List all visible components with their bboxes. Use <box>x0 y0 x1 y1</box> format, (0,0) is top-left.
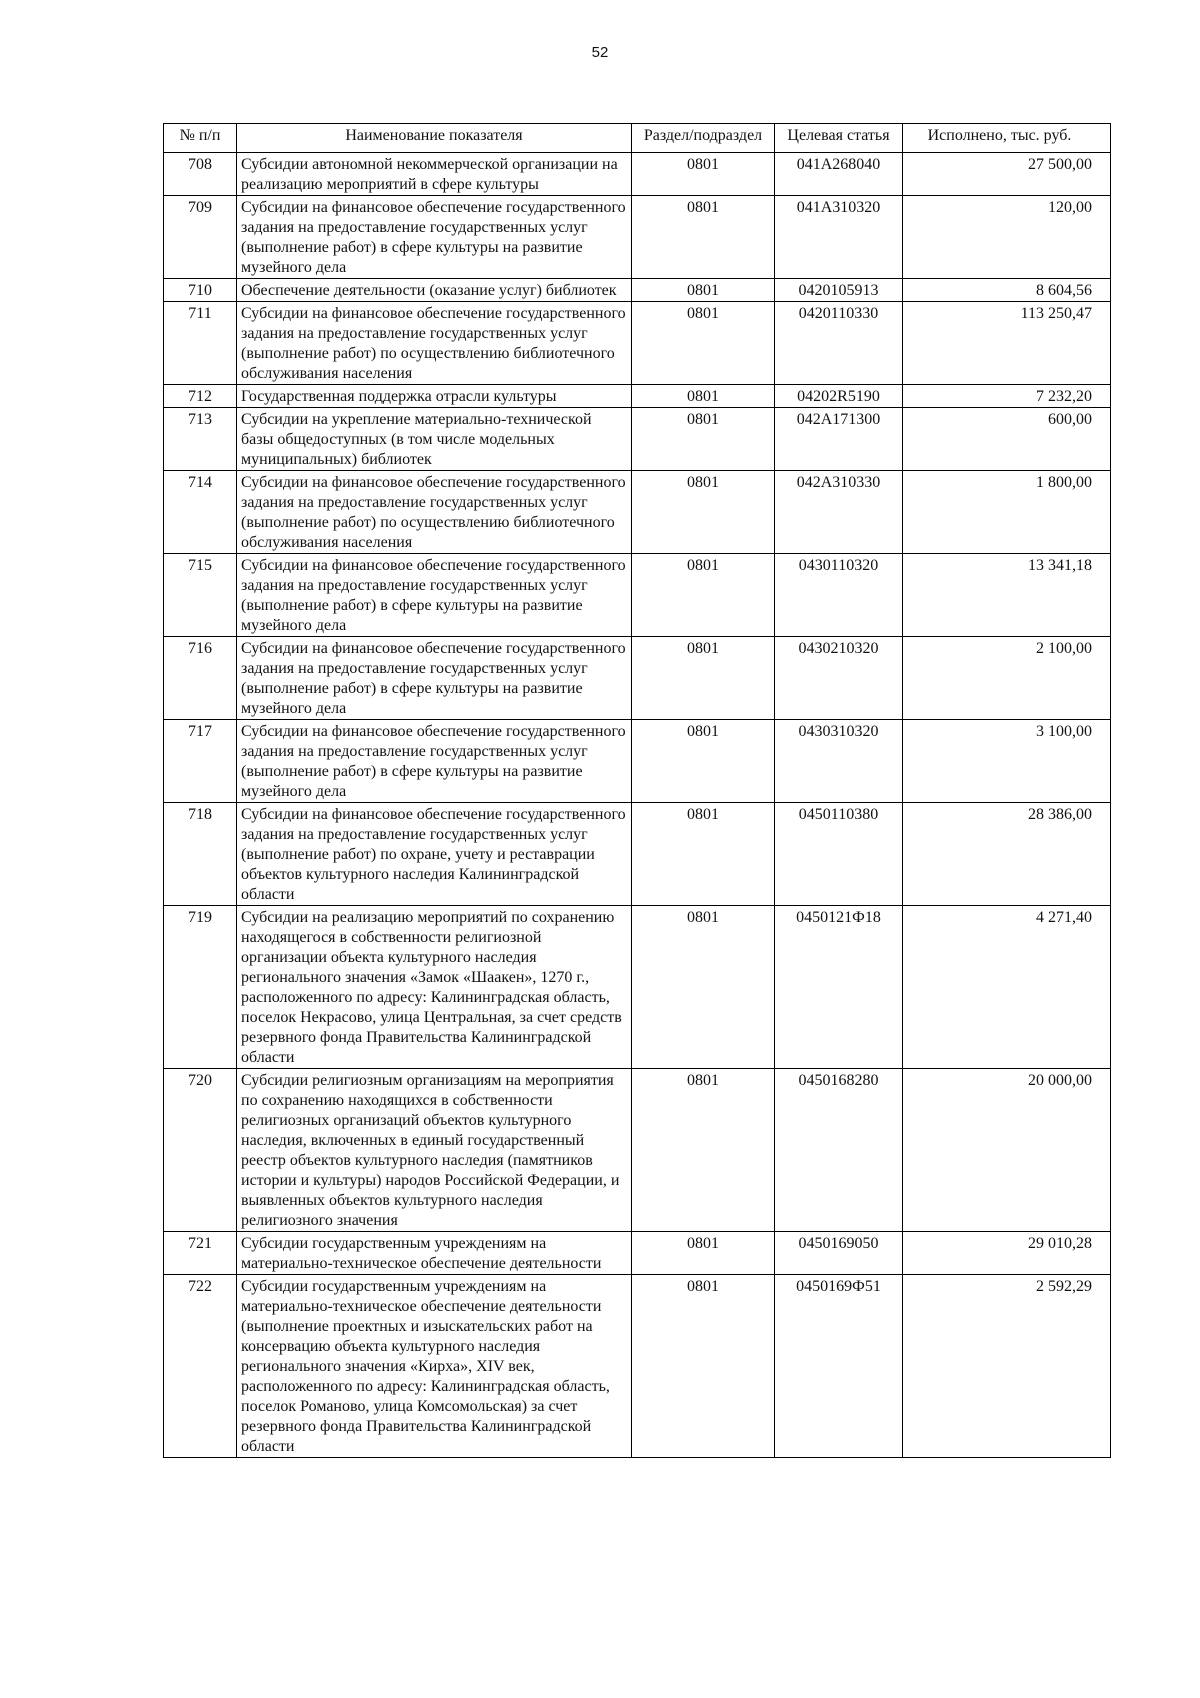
row-section: 0801 <box>632 302 775 385</box>
page-number: 52 <box>591 44 609 61</box>
row-amount: 1 800,00 <box>903 471 1111 554</box>
header-num: № п/п <box>164 124 237 153</box>
row-name: Субсидии государственным учреждениям на материально-техническое обеспечение деятельности (выполнение проектных и изыскательских работ на консервацию объекта культурного наследия регионального значения «Кирха», XIV век, расположенного по адресу: Калининградская область, поселок Романово, улица Комсомольская) за счет резервного фонда Правительства Калининградской области <box>237 1275 632 1458</box>
table-row <box>164 1069 1111 1232</box>
row-target-article: 04202R5190 <box>775 385 903 408</box>
row-num: 716 <box>164 637 237 720</box>
table-row <box>164 554 1111 637</box>
row-section: 0801 <box>632 385 775 408</box>
row-name: Субсидии на финансовое обеспечение государственного задания на предоставление государственных услуг (выполнение работ) в сфере культуры на развитие музейного дела <box>237 720 632 803</box>
row-name: Субсидии на укрепление материально-технической базы общедоступных (в том числе модельных муниципальных) библиотек <box>237 408 632 471</box>
row-name: Субсидии на финансовое обеспечение государственного задания на предоставление государственных услуг (выполнение работ) по осуществлению библиотечного обслуживания населения <box>237 302 632 385</box>
row-section: 0801 <box>632 1275 775 1458</box>
table-row <box>164 720 1111 803</box>
row-num: 722 <box>164 1275 237 1458</box>
row-target-article: 0450169Ф51 <box>775 1275 903 1458</box>
row-target-article: 0420105913 <box>775 279 903 302</box>
table-row <box>164 385 1111 408</box>
row-amount: 28 386,00 <box>903 803 1111 906</box>
row-section: 0801 <box>632 637 775 720</box>
row-num: 708 <box>164 153 237 196</box>
row-section: 0801 <box>632 554 775 637</box>
row-target-article: 042A310330 <box>775 471 903 554</box>
row-name: Субсидии на финансовое обеспечение государственного задания на предоставление государственных услуг (выполнение работ) по охране, учету и реставрации объектов культурного наследия Калининградской области <box>237 803 632 906</box>
row-target-article: 0430110320 <box>775 554 903 637</box>
header-section: Раздел/подраздел <box>632 124 775 153</box>
row-section: 0801 <box>632 803 775 906</box>
row-section: 0801 <box>632 153 775 196</box>
row-amount: 20 000,00 <box>903 1069 1111 1232</box>
row-amount: 2 592,29 <box>903 1275 1111 1458</box>
row-target-article: 0430310320 <box>775 720 903 803</box>
table-row <box>164 471 1111 554</box>
row-section: 0801 <box>632 471 775 554</box>
header-name: Наименование показателя <box>237 124 632 153</box>
row-num: 712 <box>164 385 237 408</box>
row-num: 713 <box>164 408 237 471</box>
row-name: Государственная поддержка отрасли культуры <box>237 385 632 408</box>
row-num: 710 <box>164 279 237 302</box>
row-num: 714 <box>164 471 237 554</box>
row-target-article: 0430210320 <box>775 637 903 720</box>
budget-execution-table <box>163 123 1111 1458</box>
row-amount: 7 232,20 <box>903 385 1111 408</box>
row-target-article: 0420110330 <box>775 302 903 385</box>
row-name: Субсидии государственным учреждениям на материально-техническое обеспечение деятельности <box>237 1232 632 1275</box>
row-target-article: 0450168280 <box>775 1069 903 1232</box>
row-target-article: 0450121Ф18 <box>775 906 903 1069</box>
table-row <box>164 637 1111 720</box>
row-num: 719 <box>164 906 237 1069</box>
table-row <box>164 279 1111 302</box>
row-section: 0801 <box>632 720 775 803</box>
table-row <box>164 906 1111 1069</box>
row-section: 0801 <box>632 408 775 471</box>
table-row <box>164 153 1111 196</box>
row-num: 717 <box>164 720 237 803</box>
row-name: Субсидии на финансовое обеспечение государственного задания на предоставление государственных услуг (выполнение работ) в сфере культуры на развитие музейного дела <box>237 637 632 720</box>
table-row <box>164 302 1111 385</box>
row-target-article: 041A310320 <box>775 196 903 279</box>
row-section: 0801 <box>632 1232 775 1275</box>
row-name: Субсидии автономной некоммерческой организации на реализацию мероприятий в сфере культуры <box>237 153 632 196</box>
row-num: 720 <box>164 1069 237 1232</box>
row-name: Субсидии религиозным организациям на мероприятия по сохранению находящихся в собственности религиозных организаций объектов культурного наследия, включенных в единый государственный реестр объектов культурного наследия (памятников истории и культуры) народов Российской Федерации, и выявленных объектов культурного наследия религиозного значения <box>237 1069 632 1232</box>
row-amount: 13 341,18 <box>903 554 1111 637</box>
row-num: 721 <box>164 1232 237 1275</box>
row-section: 0801 <box>632 1069 775 1232</box>
row-target-article: 0450110380 <box>775 803 903 906</box>
header-amount: Исполнено, тыс. руб. <box>903 124 1111 153</box>
table-row <box>164 803 1111 906</box>
row-num: 718 <box>164 803 237 906</box>
row-num: 709 <box>164 196 237 279</box>
row-amount: 120,00 <box>903 196 1111 279</box>
row-section: 0801 <box>632 196 775 279</box>
table-row <box>164 408 1111 471</box>
row-name: Субсидии на финансовое обеспечение государственного задания на предоставление государственных услуг (выполнение работ) по осуществлению библиотечного обслуживания населения <box>237 471 632 554</box>
row-target-article: 0450169050 <box>775 1232 903 1275</box>
row-amount: 29 010,28 <box>903 1232 1111 1275</box>
row-name: Субсидии на финансовое обеспечение государственного задания на предоставление государственных услуг (выполнение работ) в сфере культуры на развитие музейного дела <box>237 554 632 637</box>
table-header-row <box>164 124 1111 153</box>
row-amount: 113 250,47 <box>903 302 1111 385</box>
row-name: Субсидии на финансовое обеспечение государственного задания на предоставление государственных услуг (выполнение работ) в сфере культуры на развитие музейного дела <box>237 196 632 279</box>
row-amount: 3 100,00 <box>903 720 1111 803</box>
table-row <box>164 196 1111 279</box>
row-target-article: 042A171300 <box>775 408 903 471</box>
row-section: 0801 <box>632 906 775 1069</box>
row-amount: 600,00 <box>903 408 1111 471</box>
row-num: 715 <box>164 554 237 637</box>
header-target-article: Целевая статья <box>775 124 903 153</box>
row-amount: 27 500,00 <box>903 153 1111 196</box>
row-name: Субсидии на реализацию мероприятий по сохранению находящегося в собственности религиозной организации объекта культурного наследия регионального значения «Замок «Шаакен», 1270 г., расположенного по адресу: Калининградская область, поселок Некрасово, улица Центральная, за счет средств резервного фонда Правительства Калининградской области <box>237 906 632 1069</box>
row-amount: 4 271,40 <box>903 906 1111 1069</box>
row-num: 711 <box>164 302 237 385</box>
row-section: 0801 <box>632 279 775 302</box>
row-name: Обеспечение деятельности (оказание услуг) библиотек <box>237 279 632 302</box>
row-amount: 8 604,56 <box>903 279 1111 302</box>
row-target-article: 041A268040 <box>775 153 903 196</box>
table-row <box>164 1232 1111 1275</box>
row-amount: 2 100,00 <box>903 637 1111 720</box>
table-row <box>164 1275 1111 1458</box>
